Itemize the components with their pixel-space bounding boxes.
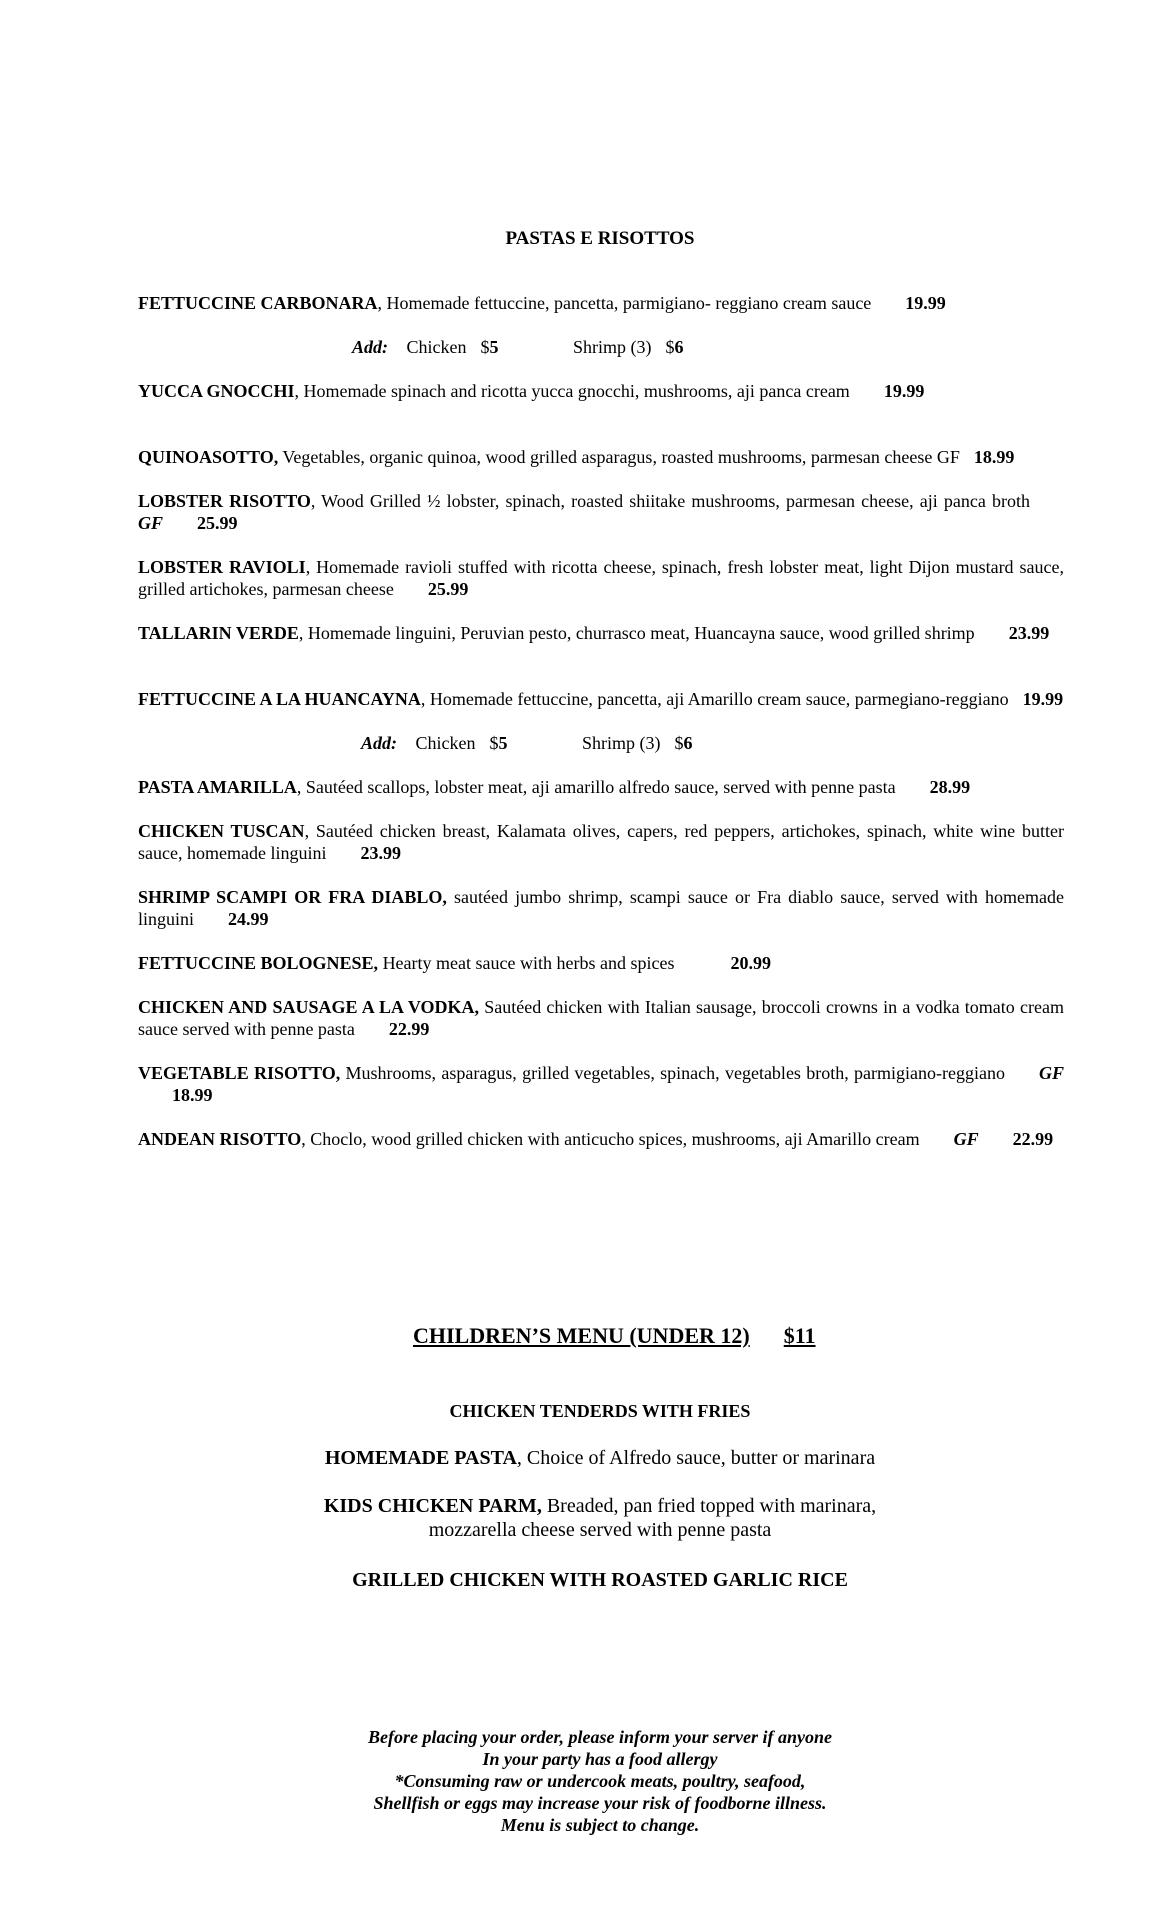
menu-item [138, 776, 1064, 798]
notice-line: In your party has a food allergy [482, 1749, 718, 1769]
addon-shrimp-price: 6 [674, 337, 684, 357]
kids-item-description-cont: mozzarella cheese served with penne pasta [428, 1519, 772, 1541]
item-price: 18.99 [172, 1085, 213, 1105]
section-title-kids [413, 1323, 816, 1349]
menu-item [138, 952, 1064, 974]
item-description: Sautéed chicken with Italian sausage, broccoli crowns in a vodka tomato cream sauce served with penne pasta [138, 997, 1064, 1039]
item-price: 23.99 [360, 843, 401, 863]
item-description: Vegetables, organic quinoa, wood grilled asparagus, roasted mushrooms, parmesan cheese GF [278, 447, 960, 467]
menu-item [138, 556, 1064, 600]
item-description: , Homemade linguini, Peruvian pesto, churrasco meat, Huancayna sauce, wood grilled shrimp [298, 623, 975, 643]
item-name: CHICKEN TUSCAN [138, 821, 305, 841]
kids-item [0, 1446, 1166, 1470]
item-description: , Choclo, wood grilled chicken with anticucho spices, mushrooms, aji Amarillo cream [301, 1129, 920, 1149]
notice-line: Menu is subject to change. [500, 1815, 700, 1835]
menu-item [138, 292, 1064, 314]
item-price: 28.99 [929, 777, 971, 797]
kids-item-description: , Choice of Alfredo sauce, butter or marinara [516, 1447, 876, 1469]
gf-badge: GF [138, 513, 164, 533]
item-name: CHICKEN AND SAUSAGE A LA VODKA, [138, 997, 479, 1017]
item-name: FETTUCCINE CARBONARA [138, 293, 378, 313]
item-name: SHRIMP SCAMPI OR FRA DIABLO, [138, 887, 447, 907]
menu-item [138, 622, 1064, 644]
item-description: , Sautéed chicken breast, Kalamata olives, capers, red peppers, artichokes, spinach, white wine butter sauce, homemade linguini [138, 821, 1064, 863]
item-description: , Sautéed scallops, lobster meat, aji amarillo alfredo sauce, served with penne pasta [296, 777, 896, 797]
allergy-notice [0, 1726, 1166, 1836]
item-name: FETTUCCINE BOLOGNESE, [138, 953, 379, 973]
kids-item-description: Breaded, pan fried topped with marinara, [541, 1495, 877, 1517]
item-price: 24.99 [228, 909, 269, 929]
addon-shrimp-label: Shrimp (3) [573, 337, 652, 357]
item-price: 25.99 [427, 579, 469, 599]
kids-price: $11 [783, 1323, 816, 1348]
item-price: 19.99 [883, 381, 925, 401]
kids-item-name: GRILLED CHICKEN WITH ROASTED GARLIC RICE [352, 1569, 848, 1591]
item-price: 19.99 [905, 293, 946, 313]
item-price: 20.99 [730, 953, 771, 973]
addon-shrimp-price: 6 [683, 733, 693, 753]
notice-line: *Consuming raw or undercook meats, poultry, seafood, [394, 1771, 806, 1791]
add-on-line: Add: Chicken $5 Shrimp (3) $6 [361, 733, 693, 753]
addon-chicken-label: Chicken [415, 733, 476, 753]
item-name: YUCCA GNOCCHI [138, 381, 295, 401]
item-description: Hearty meat sauce with herbs and spices [378, 953, 675, 973]
kids-item-name: CHICKEN TENDERDS WITH FRIES [449, 1401, 751, 1421]
item-price: 18.99 [973, 447, 1015, 467]
kids-item [0, 1494, 1166, 1542]
add-on-line: Add: Chicken $5 Shrimp (3) $6 [352, 337, 684, 357]
addon-shrimp-label: Shrimp (3) [582, 733, 661, 753]
kids-item [0, 1568, 1166, 1592]
item-description: Mushrooms, asparagus, grilled vegetables, spinach, vegetables broth, parmigiano-reggiano [340, 1063, 1005, 1083]
item-name: LOBSTER RAVIOLI [138, 557, 306, 577]
addon-chicken-price: 5 [489, 337, 499, 357]
item-name: ANDEAN RISOTTO [138, 1129, 302, 1149]
kids-title-text: CHILDREN’S MENU (UNDER 12) [413, 1323, 750, 1348]
menu-item [138, 490, 1064, 534]
item-description: , Homemade fettuccine, pancetta, aji Amarillo cream sauce, parmegiano-reggiano [420, 689, 1009, 709]
menu-item [138, 446, 1078, 468]
menu-item [138, 820, 1064, 864]
menu-item [138, 886, 1064, 930]
kids-item-name: KIDS CHICKEN PARM, [323, 1495, 542, 1517]
addon-chicken-label: Chicken [406, 337, 467, 357]
item-description: , Homemade spinach and ricotta yucca gnocchi, mushrooms, aji panca cream [294, 381, 850, 401]
item-name: FETTUCCINE A LA HUANCAYNA [138, 689, 421, 709]
item-description: , Wood Grilled ½ lobster, spinach, roasted shiitake mushrooms, parmesan cheese, aji panca broth [310, 491, 1030, 511]
item-name: PASTA AMARILLA [138, 777, 297, 797]
menu-item [138, 1128, 1064, 1150]
item-name: QUINOASOTTO, [138, 447, 279, 467]
item-description: , Homemade fettuccine, pancetta, parmigiano- reggiano cream sauce [377, 293, 872, 313]
menu-item [138, 380, 1064, 402]
item-price: 22.99 [388, 1019, 430, 1039]
item-price: 25.99 [197, 513, 238, 533]
kids-item [0, 1399, 1166, 1423]
notice-line: Before placing your order, please inform your server if anyone [368, 1727, 832, 1747]
gf-badge: GF [953, 1129, 979, 1149]
notice-line: Shellfish or eggs may increase your risk of foodborne illness. [373, 1793, 827, 1813]
item-price: 19.99 [1022, 689, 1064, 709]
item-price: 22.99 [1012, 1129, 1054, 1149]
section-title-pastas: PASTAS E RISOTTOS [505, 228, 695, 249]
gf-badge: GF [1038, 1063, 1064, 1083]
menu-item [138, 996, 1064, 1040]
addon-chicken-price: 5 [498, 733, 508, 753]
item-name: VEGETABLE RISOTTO, [138, 1063, 341, 1083]
item-price: 23.99 [1008, 623, 1050, 643]
item-description: , Homemade ravioli stuffed with ricotta cheese, spinach, fresh lobster meat, light Dijon mustard sauce, grilled artichokes, parmesan cheese [138, 557, 1064, 599]
add-label: Add: [361, 733, 397, 753]
item-description: sautéed jumbo shrimp, scampi sauce or Fra diablo sauce, served with homemade linguini [138, 887, 1064, 929]
add-label: Add: [352, 337, 388, 357]
menu-item [138, 1062, 1064, 1106]
kids-item-name: HOMEMADE PASTA [324, 1447, 517, 1469]
menu-item [138, 688, 1064, 710]
item-name: TALLARIN VERDE [138, 623, 299, 643]
item-name: LOBSTER RISOTTO [138, 491, 311, 511]
